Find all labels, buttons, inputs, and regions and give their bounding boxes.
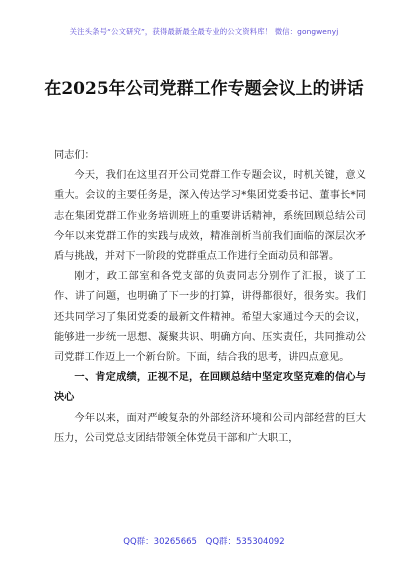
header-promo-note: 关注头条号“公文研究”，获得最新最全最专业的公文资料库！ 微信：gongwenyj <box>69 27 339 36</box>
body-paragraph-2: 刚才，政工部室和各党支部的负责同志分别作了汇报，谈了工作、讲了问题，也明确了下一步的打算，讲得都很好，很务实。我们还共同学习了集团党委的最新文件精神。希望大家通过今天的会议，能够进一步统一思想、凝聚共识、明确方向、压实责任，共同推动公司党群工作迈上一个新台阶。下面，结合我的思考，讲四点意见。 <box>54 271 366 364</box>
footer-qq-group-1: QQ群：30265665 <box>123 537 197 547</box>
document-body <box>54 146 366 449</box>
salutation: 同志们： <box>54 150 95 161</box>
footer-qq-group-2: QQ群：535304092 <box>205 537 285 547</box>
footer-qq-groups <box>0 535 408 547</box>
section-heading: 一、肯定成绩，正视不足，在回顾总结中坚定攻坚克难的信心与决心 <box>54 372 366 404</box>
document-title: 在2025年公司党群工作专题会议上的讲话 <box>44 79 364 99</box>
section-paragraph: 今年以来，面对严峻复杂的外部经济环境和公司内部经营的巨大压力，公司党总支团结带领全体党员干部和广大职工， <box>54 412 366 444</box>
body-paragraph-1: 今天，我们在这里召开公司党群工作专题会议，时机关键，意义重大。会议的主要任务是，深入传达学习*集团党委书记、董事长*同志在集团党群工作业务培训班上的重要讲话精神，系统回顾总结公司今年以来党群工作的实践与成效，精准剖析当前我们面临的深层次矛盾与挑战，并对下一阶段的党群重点工作进行全面动员和部署。 <box>54 170 366 263</box>
